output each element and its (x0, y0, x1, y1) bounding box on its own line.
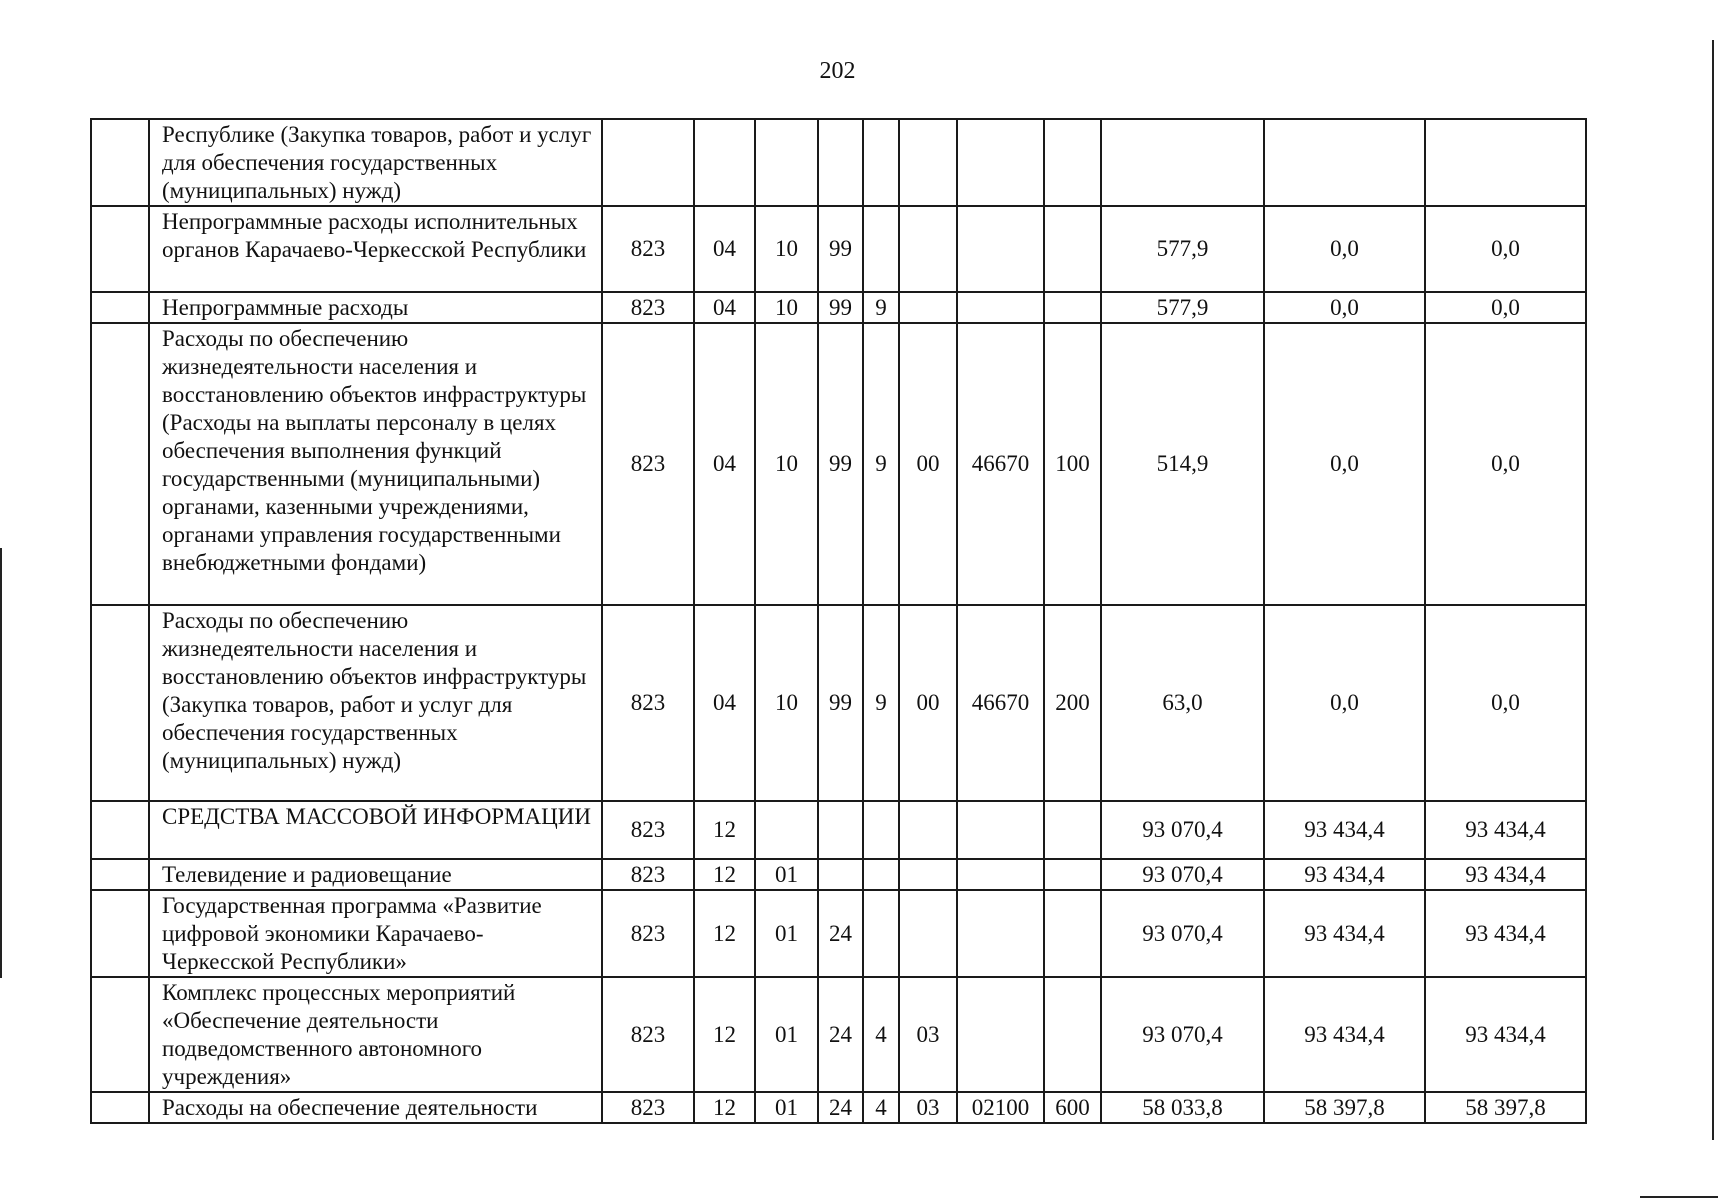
direction-code-cell (957, 977, 1044, 1092)
amount-year-1-cell: 93 070,4 (1101, 801, 1264, 859)
row-marker-cell (91, 206, 149, 292)
table-row (91, 206, 1586, 292)
amount-year-2-cell: 93 434,4 (1264, 801, 1425, 859)
program-code-cell: 24 (818, 977, 863, 1092)
subsection-cell (755, 801, 818, 859)
section-cell: 04 (694, 292, 755, 323)
table-row (91, 859, 1586, 890)
description-cell: Расходы на обеспечение деятельности (149, 1092, 602, 1123)
row-marker-cell (91, 977, 149, 1092)
program-code-cell (818, 119, 863, 206)
grbs-cell: 823 (602, 1092, 694, 1123)
section-cell: 12 (694, 977, 755, 1092)
amount-year-1-cell: 514,9 (1101, 323, 1264, 605)
program-code-cell: 99 (818, 605, 863, 801)
type-code-cell (863, 859, 899, 890)
section-cell: 04 (694, 605, 755, 801)
amount-year-1-cell: 93 070,4 (1101, 977, 1264, 1092)
subsection-cell: 01 (755, 977, 818, 1092)
expense-type-cell (1044, 206, 1101, 292)
grbs-cell: 823 (602, 977, 694, 1092)
subprogram-code-cell (899, 890, 957, 977)
grbs-cell: 823 (602, 605, 694, 801)
grbs-cell: 823 (602, 206, 694, 292)
direction-code-cell (957, 119, 1044, 206)
amount-year-2-cell: 0,0 (1264, 323, 1425, 605)
expense-type-cell (1044, 859, 1101, 890)
grbs-cell: 823 (602, 859, 694, 890)
grbs-cell: 823 (602, 323, 694, 605)
grbs-cell (602, 119, 694, 206)
subsection-cell: 01 (755, 859, 818, 890)
description-cell: Комплекс процессных мероприятий «Обеспечение деятельности подведомственного автономного учреждения» (149, 977, 602, 1092)
description-cell: Расходы по обеспечению жизнедеятельности населения и восстановлению объектов инфраструктуры (Расходы на выплаты персоналу в целях обеспечения выполнения функций государственными (муниципальными) органами, казенными учреждениями, органами управления государственными внебюджетными фондами) (149, 323, 602, 605)
table-row (91, 605, 1586, 801)
expense-type-cell: 200 (1044, 605, 1101, 801)
subsection-cell: 01 (755, 890, 818, 977)
program-code-cell: 99 (818, 292, 863, 323)
amount-year-1-cell: 93 070,4 (1101, 859, 1264, 890)
row-marker-cell (91, 859, 149, 890)
amount-year-1-cell: 577,9 (1101, 206, 1264, 292)
type-code-cell (863, 119, 899, 206)
amount-year-2-cell: 93 434,4 (1264, 977, 1425, 1092)
program-code-cell: 24 (818, 890, 863, 977)
grbs-cell: 823 (602, 801, 694, 859)
direction-code-cell (957, 292, 1044, 323)
table-row (91, 977, 1586, 1092)
amount-year-1-cell: 58 033,8 (1101, 1092, 1264, 1123)
table-row (91, 801, 1586, 859)
description-cell: Телевидение и радиовещание (149, 859, 602, 890)
type-code-cell: 9 (863, 323, 899, 605)
row-marker-cell (91, 605, 149, 801)
expense-type-cell (1044, 977, 1101, 1092)
description-cell: Расходы по обеспечению жизнедеятельности населения и восстановлению объектов инфраструктуры (Закупка товаров, работ и услуг для обеспечения государственных (муниципальных) нужд) (149, 605, 602, 801)
subsection-cell: 10 (755, 206, 818, 292)
amount-year-3-cell: 93 434,4 (1425, 801, 1586, 859)
expense-type-cell: 100 (1044, 323, 1101, 605)
expense-type-cell (1044, 292, 1101, 323)
expense-type-cell: 600 (1044, 1092, 1101, 1123)
direction-code-cell: 46670 (957, 323, 1044, 605)
direction-code-cell (957, 859, 1044, 890)
direction-code-cell (957, 801, 1044, 859)
amount-year-3-cell: 93 434,4 (1425, 859, 1586, 890)
direction-code-cell: 46670 (957, 605, 1044, 801)
row-marker-cell (91, 292, 149, 323)
amount-year-2-cell (1264, 119, 1425, 206)
type-code-cell: 9 (863, 605, 899, 801)
amount-year-2-cell: 0,0 (1264, 206, 1425, 292)
budget-table (90, 118, 1587, 1124)
expense-type-cell (1044, 119, 1101, 206)
description-cell: СРЕДСТВА МАССОВОЙ ИНФОРМАЦИИ (149, 801, 602, 859)
subsection-cell: 10 (755, 292, 818, 323)
subprogram-code-cell (899, 292, 957, 323)
description-cell: Непрограммные расходы (149, 292, 602, 323)
subprogram-code-cell (899, 206, 957, 292)
table-row (91, 1092, 1586, 1123)
amount-year-2-cell: 0,0 (1264, 605, 1425, 801)
subprogram-code-cell: 00 (899, 323, 957, 605)
direction-code-cell: 02100 (957, 1092, 1044, 1123)
table-row (91, 323, 1586, 605)
amount-year-3-cell: 0,0 (1425, 605, 1586, 801)
row-marker-cell (91, 1092, 149, 1123)
amount-year-3-cell: 93 434,4 (1425, 977, 1586, 1092)
amount-year-3-cell: 58 397,8 (1425, 1092, 1586, 1123)
expense-type-cell (1044, 801, 1101, 859)
row-marker-cell (91, 323, 149, 605)
amount-year-2-cell: 93 434,4 (1264, 859, 1425, 890)
amount-year-3-cell: 0,0 (1425, 292, 1586, 323)
program-code-cell: 24 (818, 1092, 863, 1123)
program-code-cell: 99 (818, 206, 863, 292)
type-code-cell (863, 890, 899, 977)
direction-code-cell (957, 890, 1044, 977)
grbs-cell: 823 (602, 292, 694, 323)
amount-year-3-cell: 0,0 (1425, 323, 1586, 605)
amount-year-1-cell: 63,0 (1101, 605, 1264, 801)
table-row (91, 119, 1586, 206)
section-cell: 12 (694, 890, 755, 977)
program-code-cell (818, 801, 863, 859)
amount-year-3-cell: 0,0 (1425, 206, 1586, 292)
amount-year-1-cell: 93 070,4 (1101, 890, 1264, 977)
subprogram-code-cell (899, 859, 957, 890)
table-row (91, 292, 1586, 323)
type-code-cell: 4 (863, 1092, 899, 1123)
subsection-cell (755, 119, 818, 206)
description-cell: Непрограммные расходы исполнительных органов Карачаево-Черкесской Республики (149, 206, 602, 292)
type-code-cell: 9 (863, 292, 899, 323)
row-marker-cell (91, 119, 149, 206)
type-code-cell: 4 (863, 977, 899, 1092)
direction-code-cell (957, 206, 1044, 292)
amount-year-2-cell: 58 397,8 (1264, 1092, 1425, 1123)
subprogram-code-cell: 03 (899, 977, 957, 1092)
subprogram-code-cell: 03 (899, 1092, 957, 1123)
amount-year-3-cell (1425, 119, 1586, 206)
section-cell: 04 (694, 206, 755, 292)
section-cell: 04 (694, 323, 755, 605)
table-row (91, 890, 1586, 977)
section-cell: 12 (694, 801, 755, 859)
type-code-cell (863, 801, 899, 859)
row-marker-cell (91, 801, 149, 859)
expense-type-cell (1044, 890, 1101, 977)
subsection-cell: 10 (755, 323, 818, 605)
page-number: 202 (819, 58, 856, 84)
type-code-cell (863, 206, 899, 292)
amount-year-1-cell: 577,9 (1101, 292, 1264, 323)
section-cell: 12 (694, 1092, 755, 1123)
scan-edge-line-right (1712, 40, 1714, 1140)
budget-table-body (91, 119, 1586, 1123)
scan-edge-line-bottom (1640, 1196, 1718, 1198)
amount-year-2-cell: 93 434,4 (1264, 890, 1425, 977)
section-cell: 12 (694, 859, 755, 890)
program-code-cell: 99 (818, 323, 863, 605)
subprogram-code-cell: 00 (899, 605, 957, 801)
subsection-cell: 10 (755, 605, 818, 801)
amount-year-1-cell (1101, 119, 1264, 206)
program-code-cell (818, 859, 863, 890)
subsection-cell: 01 (755, 1092, 818, 1123)
description-cell: Государственная программа «Развитие цифровой экономики Карачаево-Черкесской Республики» (149, 890, 602, 977)
amount-year-2-cell: 0,0 (1264, 292, 1425, 323)
grbs-cell: 823 (602, 890, 694, 977)
row-marker-cell (91, 890, 149, 977)
amount-year-3-cell: 93 434,4 (1425, 890, 1586, 977)
scan-edge-line-left (0, 548, 2, 978)
description-cell: Республике (Закупка товаров, работ и услуг для обеспечения государственных (муниципальных) нужд) (149, 119, 602, 206)
section-cell (694, 119, 755, 206)
subprogram-code-cell (899, 119, 957, 206)
subprogram-code-cell (899, 801, 957, 859)
